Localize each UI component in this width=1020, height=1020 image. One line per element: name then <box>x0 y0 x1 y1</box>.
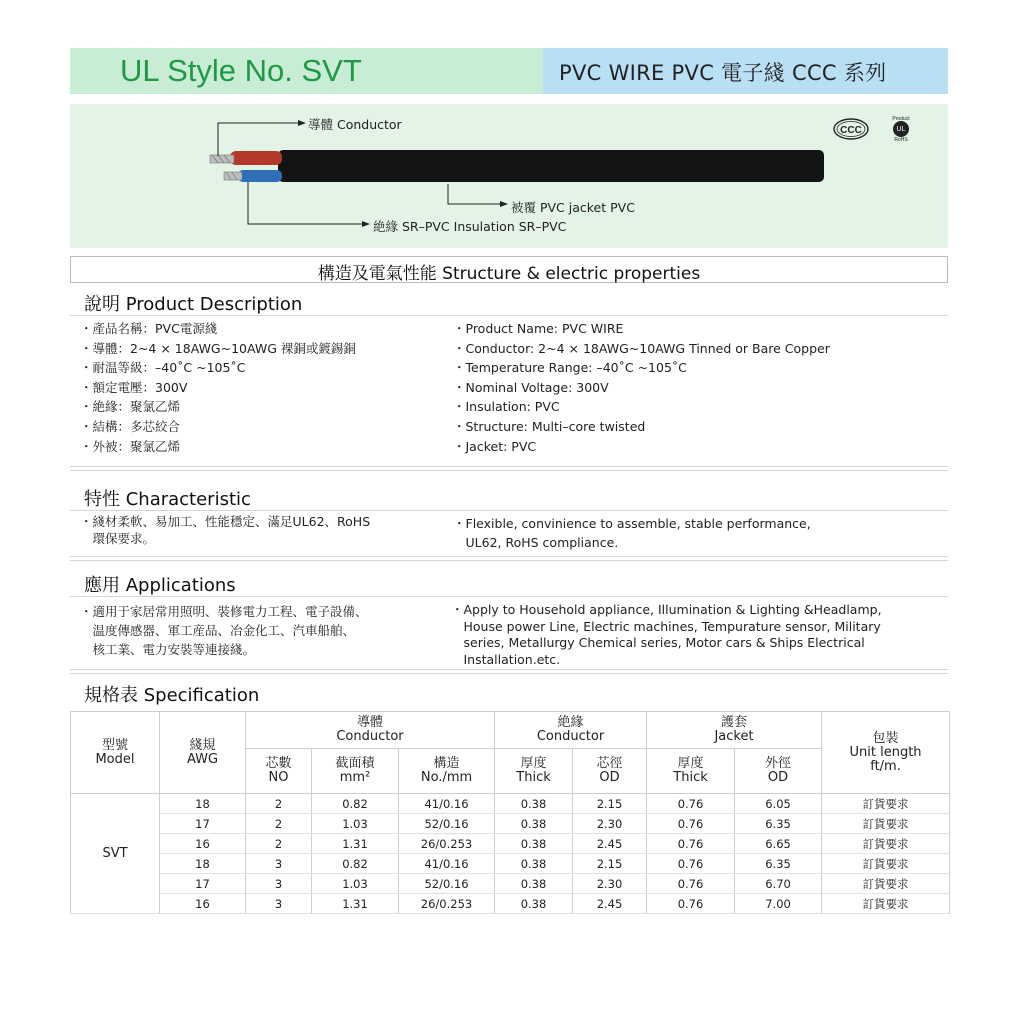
divider <box>70 315 948 316</box>
characteristic-zh <box>80 514 440 547</box>
section-divider <box>70 669 948 674</box>
description-heading: 說明 Product Description <box>84 294 303 315</box>
applications-en <box>451 602 941 668</box>
structure-section-title: 構造及電氣性能 Structure & electric properties <box>317 264 701 284</box>
list-item: ・導體：2~4 × 18AWG~10AWG 裸銅或鍍錫銅 <box>80 340 356 356</box>
svg-text:UL: UL <box>896 126 906 133</box>
section-divider <box>70 466 948 471</box>
col-group-conductor: 導體 Conductor <box>246 712 495 749</box>
list-item: ・Structure: Multi–core twisted <box>453 418 646 434</box>
table-row: 17 2 1.03 52/0.16 0.38 2.30 0.76 6.35 訂貨要求 <box>71 814 950 834</box>
jacket-leader <box>448 184 500 204</box>
text-line: series, Metallurgy Chemical series, Motor cars & Ships Electrical <box>451 635 865 651</box>
divider <box>70 510 948 511</box>
applications-heading: 應用 Applications <box>84 575 236 596</box>
jacket-label: 被覆 PVC jacket PVC <box>511 200 635 215</box>
table-row: SVT 18 2 0.82 41/0.16 0.38 2.15 0.76 6.05 訂貨要求 <box>71 794 950 814</box>
list-item: ・Temperature Range: –40˚C ~105˚C <box>453 360 687 376</box>
list-item: ・額定電壓：300V <box>80 379 188 395</box>
col-structure: 構造 No./mm <box>399 749 495 794</box>
ccc-mark-text: CCC <box>840 125 862 136</box>
red-core <box>230 151 282 165</box>
list-item: ・結構：多芯絞合 <box>80 418 181 434</box>
list-item: ・外被：聚氯乙烯 <box>80 438 181 454</box>
text-line: ・綫材柔軟、易加工、性能穩定、滿足UL62、RoHS <box>80 514 371 529</box>
list-item: ・耐温等級：–40˚C ~105˚C <box>80 360 246 376</box>
characteristic-heading: 特性 Characteristic <box>84 489 251 510</box>
characteristic-en <box>453 514 933 552</box>
ccc-mark-icon <box>833 118 869 140</box>
text-line: ・適用于家居常用照明、裝修電力工程、電子設備、 <box>80 604 368 619</box>
list-item: ・絶緣：聚氯乙烯 <box>80 399 181 415</box>
insulation-label: 絶緣 SR–PVC Insulation SR–PVC <box>373 219 567 234</box>
col-unit-length: 包裝 Unit length ft/m. <box>822 712 950 794</box>
divider <box>70 596 948 597</box>
insulation-leader <box>248 182 362 224</box>
blue-core <box>238 170 282 182</box>
list-item: ・Conductor: 2~4 × 18AWG~10AWG Tinned or Bare Copper <box>453 340 830 356</box>
structure-section-bar <box>70 256 948 283</box>
svg-text:Product: Product <box>892 116 910 122</box>
col-jk-thick: 厚度 Thick <box>647 749 735 794</box>
table-row: 16 2 1.31 26/0.253 0.38 2.45 0.76 6.65 訂貨要求 <box>71 834 950 854</box>
table-header-row <box>71 712 950 749</box>
col-group-jacket: 護套 Jacket <box>647 712 822 749</box>
table-row: 16 3 1.31 26/0.253 0.38 2.45 0.76 7.00 訂貨要求 <box>71 894 950 914</box>
section-divider <box>70 556 948 561</box>
text-line: ・Apply to Household appliance, Illumination & Lighting &Headlamp, <box>451 602 882 617</box>
cable-jacket <box>278 150 824 182</box>
text-line: UL62, RoHS compliance. <box>453 535 619 550</box>
cable-diagram <box>70 104 948 248</box>
text-line: 温度傳感器、軍工産品、冶金化工、汽車船舶、 <box>80 623 356 638</box>
specification-heading: 規格表 Specification <box>84 685 260 706</box>
list-item: ・Insulation: PVC <box>453 399 560 415</box>
col-area: 截面積 mm² <box>312 749 399 794</box>
text-line: Installation.etc. <box>451 651 561 667</box>
table-row: 18 3 0.82 41/0.16 0.38 2.15 0.76 6.35 訂貨要求 <box>71 854 950 874</box>
specification-table <box>70 711 950 914</box>
ul-rohs-mark-icon <box>888 114 914 142</box>
list-item: ・Jacket: PVC <box>453 438 537 454</box>
svg-text:RoHS: RoHS <box>894 137 908 142</box>
page-title: UL Style No. SVT <box>120 53 362 88</box>
list-item: ・產品名稱：PVC電源綫 <box>80 321 218 336</box>
text-line: House power Line, Electric machines, Tempurature sensor, Military <box>451 618 881 634</box>
text-line: 核工業、電力安裝等連接綫。 <box>80 642 256 657</box>
list-item: ・Product Name: PVC WIRE <box>453 321 624 336</box>
col-model: 型號 Model <box>71 712 160 794</box>
header-right-panel <box>543 48 948 94</box>
col-ins-thick: 厚度 Thick <box>495 749 573 794</box>
text-line: ・Flexible, convinience to assemble, stable performance, <box>453 516 811 531</box>
conductor-label: 導體 Conductor <box>308 117 402 132</box>
description-zh-list <box>80 319 356 456</box>
list-item: ・Nominal Voltage: 300V <box>453 379 609 395</box>
col-jk-od: 外徑 OD <box>735 749 822 794</box>
col-group-insulation: 絶緣 Conductor <box>495 712 647 749</box>
page-subtitle: PVC WIRE PVC 電子綫 CCC 系列 <box>559 61 887 85</box>
col-cores: 芯數 NO <box>246 749 312 794</box>
header-banner <box>70 48 948 94</box>
col-ins-od: 芯徑 OD <box>573 749 647 794</box>
copper-strands-top <box>210 155 234 163</box>
text-line: 環保要求。 <box>80 530 156 546</box>
table-row: 17 3 1.03 52/0.16 0.38 2.30 0.76 6.70 訂貨要求 <box>71 874 950 894</box>
description-en-list <box>453 319 830 456</box>
col-awg: 綫規 AWG <box>160 712 246 794</box>
header-left-panel <box>70 48 543 94</box>
applications-zh <box>80 602 450 659</box>
model-cell: SVT <box>71 794 160 914</box>
